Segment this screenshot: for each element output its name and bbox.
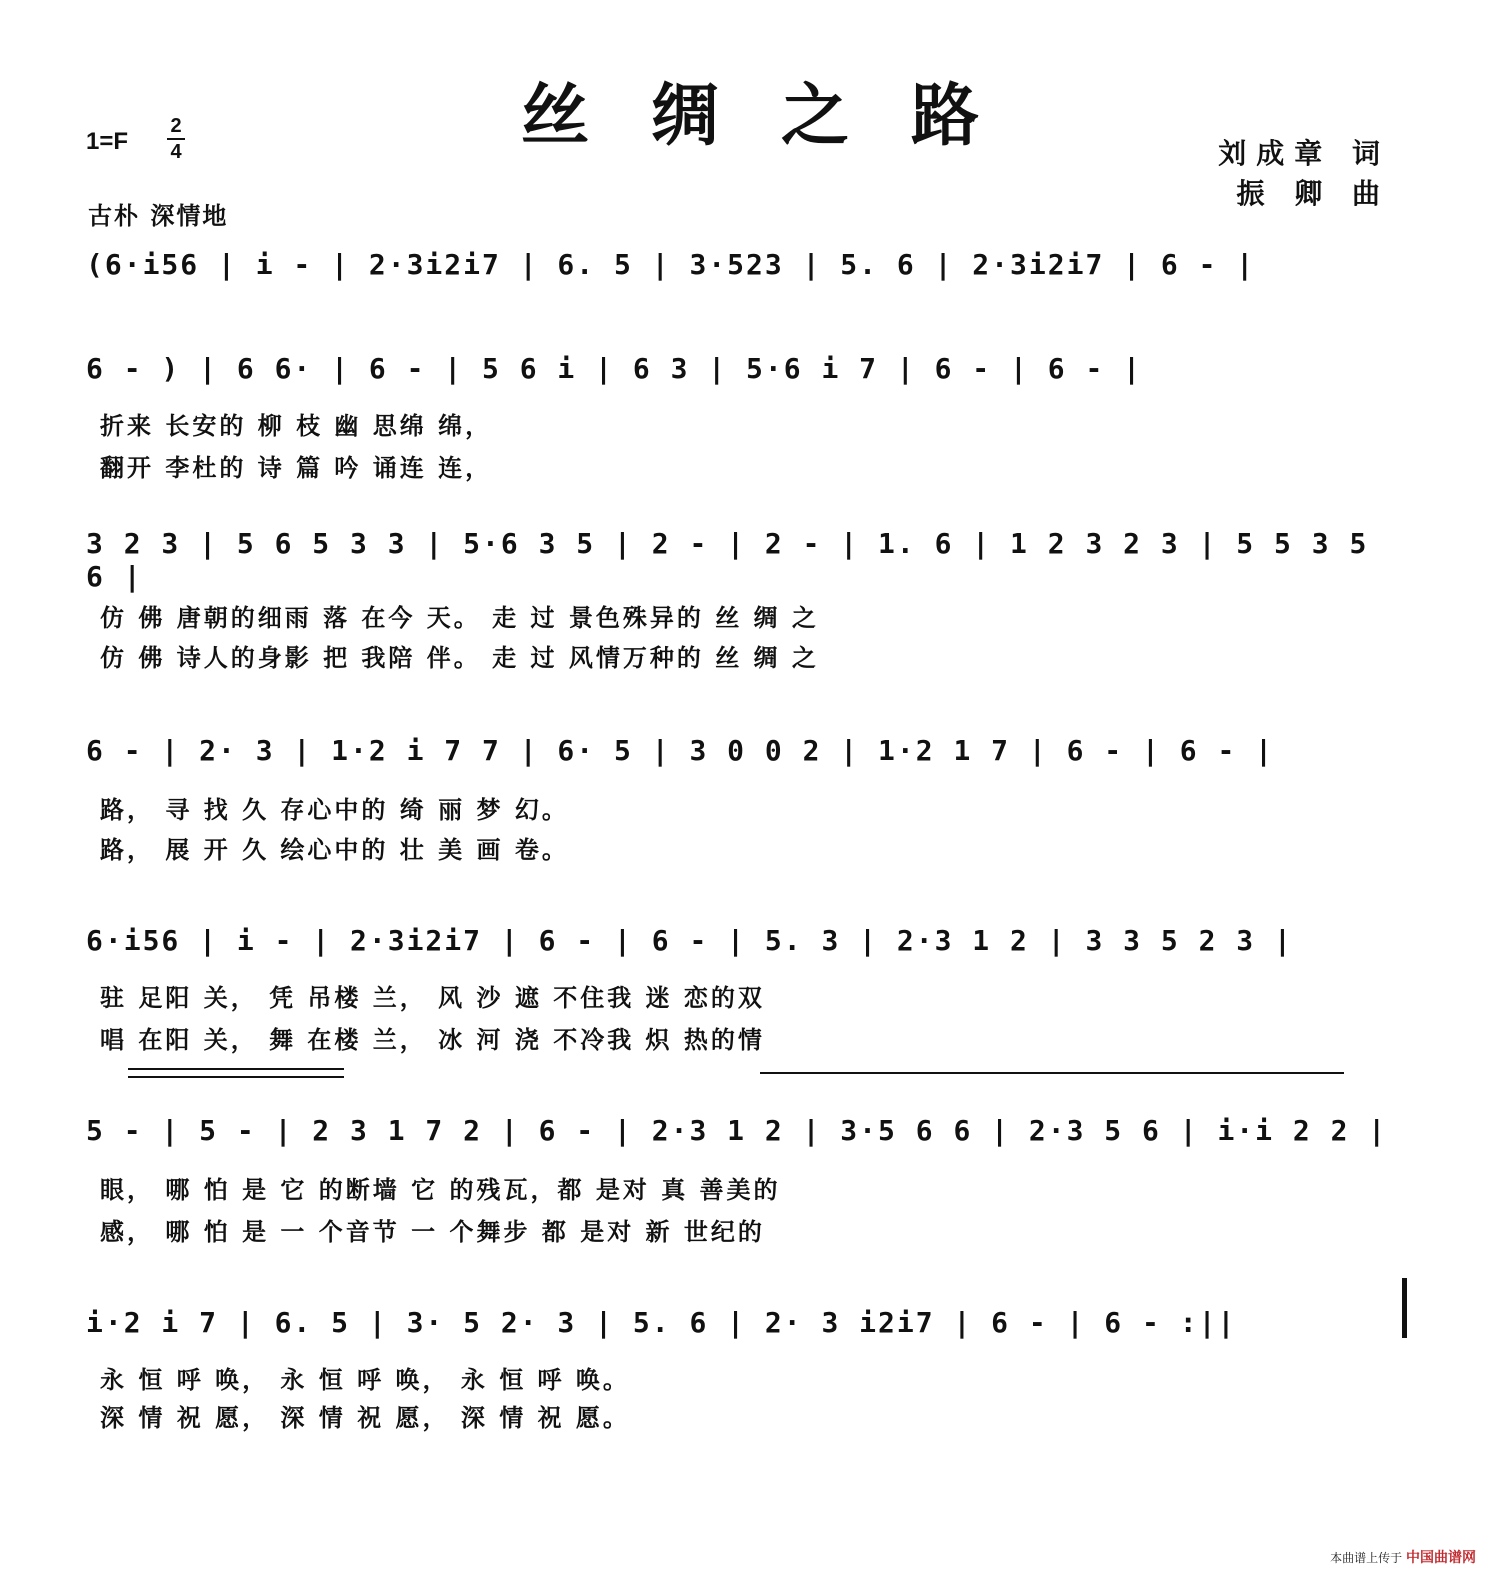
lyrics-verse-1: 仿 佛 唐朝的细雨 落 在今 天。 走 过 景色殊异的 丝 绸 之 (100, 603, 819, 632)
song-title: 丝绸之路 (520, 76, 1041, 156)
upload-note-text: 本曲谱上传于 (1330, 1551, 1403, 1565)
lyrics-verse-2: 仿 佛 诗人的身影 把 我陪 伴。 走 过 风情万种的 丝 绸 之 (100, 643, 819, 672)
lyrics-verse-1: 路， 寻 找 久 存心中的 绮 丽 梦 幻。 (100, 795, 569, 824)
composer-credit: 振 卿 曲 (1236, 177, 1390, 210)
score-row-4 (86, 718, 1396, 864)
lyrics-verse-2: 路， 展 开 久 绘心中的 壮 美 画 卷。 (100, 835, 569, 864)
score-row-3 (86, 527, 1396, 672)
notation-line: 3 2 3 | 5 6 5 3 3 | 5·6 3 5 | 2 - | 2 - | 1. 6 | 1 2 3 2 3 | 5 5 3 5 6 | (86, 527, 1369, 593)
time-signature-top: 2 (170, 115, 182, 137)
time-signature-bar (167, 138, 185, 140)
score-row-5 (86, 908, 1396, 1054)
score-row-7 (86, 1290, 1396, 1432)
time-signature-bottom: 4 (170, 141, 182, 163)
lyricist-credit: 刘成章 词 (1218, 137, 1390, 170)
lyrics-verse-2: 感， 哪 怕 是 一 个音节 一 个舞步 都 是对 新 世纪的 (100, 1217, 765, 1246)
notation-line: 6 - | 2· 3 | 1·2 i 7 7 | 6· 5 | 3 0 0 2 | 1·2 1 7 | 6 - | 6 - | (86, 733, 1275, 767)
score-row-1 (86, 232, 1396, 296)
lyrics-verse-1: 折来 长安的 柳 枝 幽 思绵 绵， (100, 411, 493, 440)
lyrics-verse-2: 深 情 祝 愿， 深 情 祝 愿， 深 情 祝 愿。 (100, 1403, 630, 1432)
lyrics-verse-1: 永 恒 呼 唤， 永 恒 呼 唤， 永 恒 呼 唤。 (100, 1365, 630, 1394)
section-rule (128, 1068, 344, 1070)
score-row-2 (86, 336, 1396, 482)
score-row-6 (86, 1098, 1396, 1246)
notation-line: 6 - ) | 6 6· | 6 - | 5 6 i | 6 3 | 5·6 i 7 | 6 - | 6 - | (86, 351, 1143, 385)
notation-line: 5 - | 5 - | 2 3 1 7 2 | 6 - | 2·3 1 2 | 3·5 6 6 | 2·3 5 6 | i·i 2 2 | (86, 1113, 1388, 1147)
lyrics-verse-1: 驻 足阳 关， 凭 吊楼 兰， 风 沙 遮 不住我 迷 恋的双 (100, 983, 765, 1012)
lyrics-verse-2: 翻开 李杜的 诗 篇 吟 诵连 连， (100, 453, 493, 482)
tempo-marking: 古朴 深情地 (88, 202, 229, 230)
notation-line: i·2 i 7 | 6. 5 | 3· 5 2· 3 | 5. 6 | 2· 3 i2i7 | 6 - | 6 - :|| (86, 1305, 1237, 1339)
section-rule (128, 1076, 344, 1078)
final-repeat-barline (1402, 1278, 1407, 1338)
time-signature (166, 114, 186, 164)
upload-note (1330, 1547, 1476, 1567)
notation-line: 6·i56 | i - | 2·3i2i7 | 6 - | 6 - | 5. 3 | 2·3 1 2 | 3 3 5 2 3 | (86, 923, 1293, 957)
notation-line: (6·i56 | i - | 2·3i2i7 | 6. 5 | 3·523 | 5. 6 | 2·3i2i7 | 6 - | (86, 247, 1256, 281)
section-rule (760, 1072, 1344, 1074)
site-name: 中国曲谱网 (1406, 1550, 1476, 1566)
lyrics-verse-1: 眼， 哪 怕 是 它 的断墙 它 的残瓦，都 是对 真 善美的 (100, 1175, 781, 1204)
key-signature: 1=F (86, 128, 129, 155)
lyrics-verse-2: 唱 在阳 关， 舞 在楼 兰， 冰 河 浇 不冷我 炽 热的情 (100, 1025, 765, 1054)
